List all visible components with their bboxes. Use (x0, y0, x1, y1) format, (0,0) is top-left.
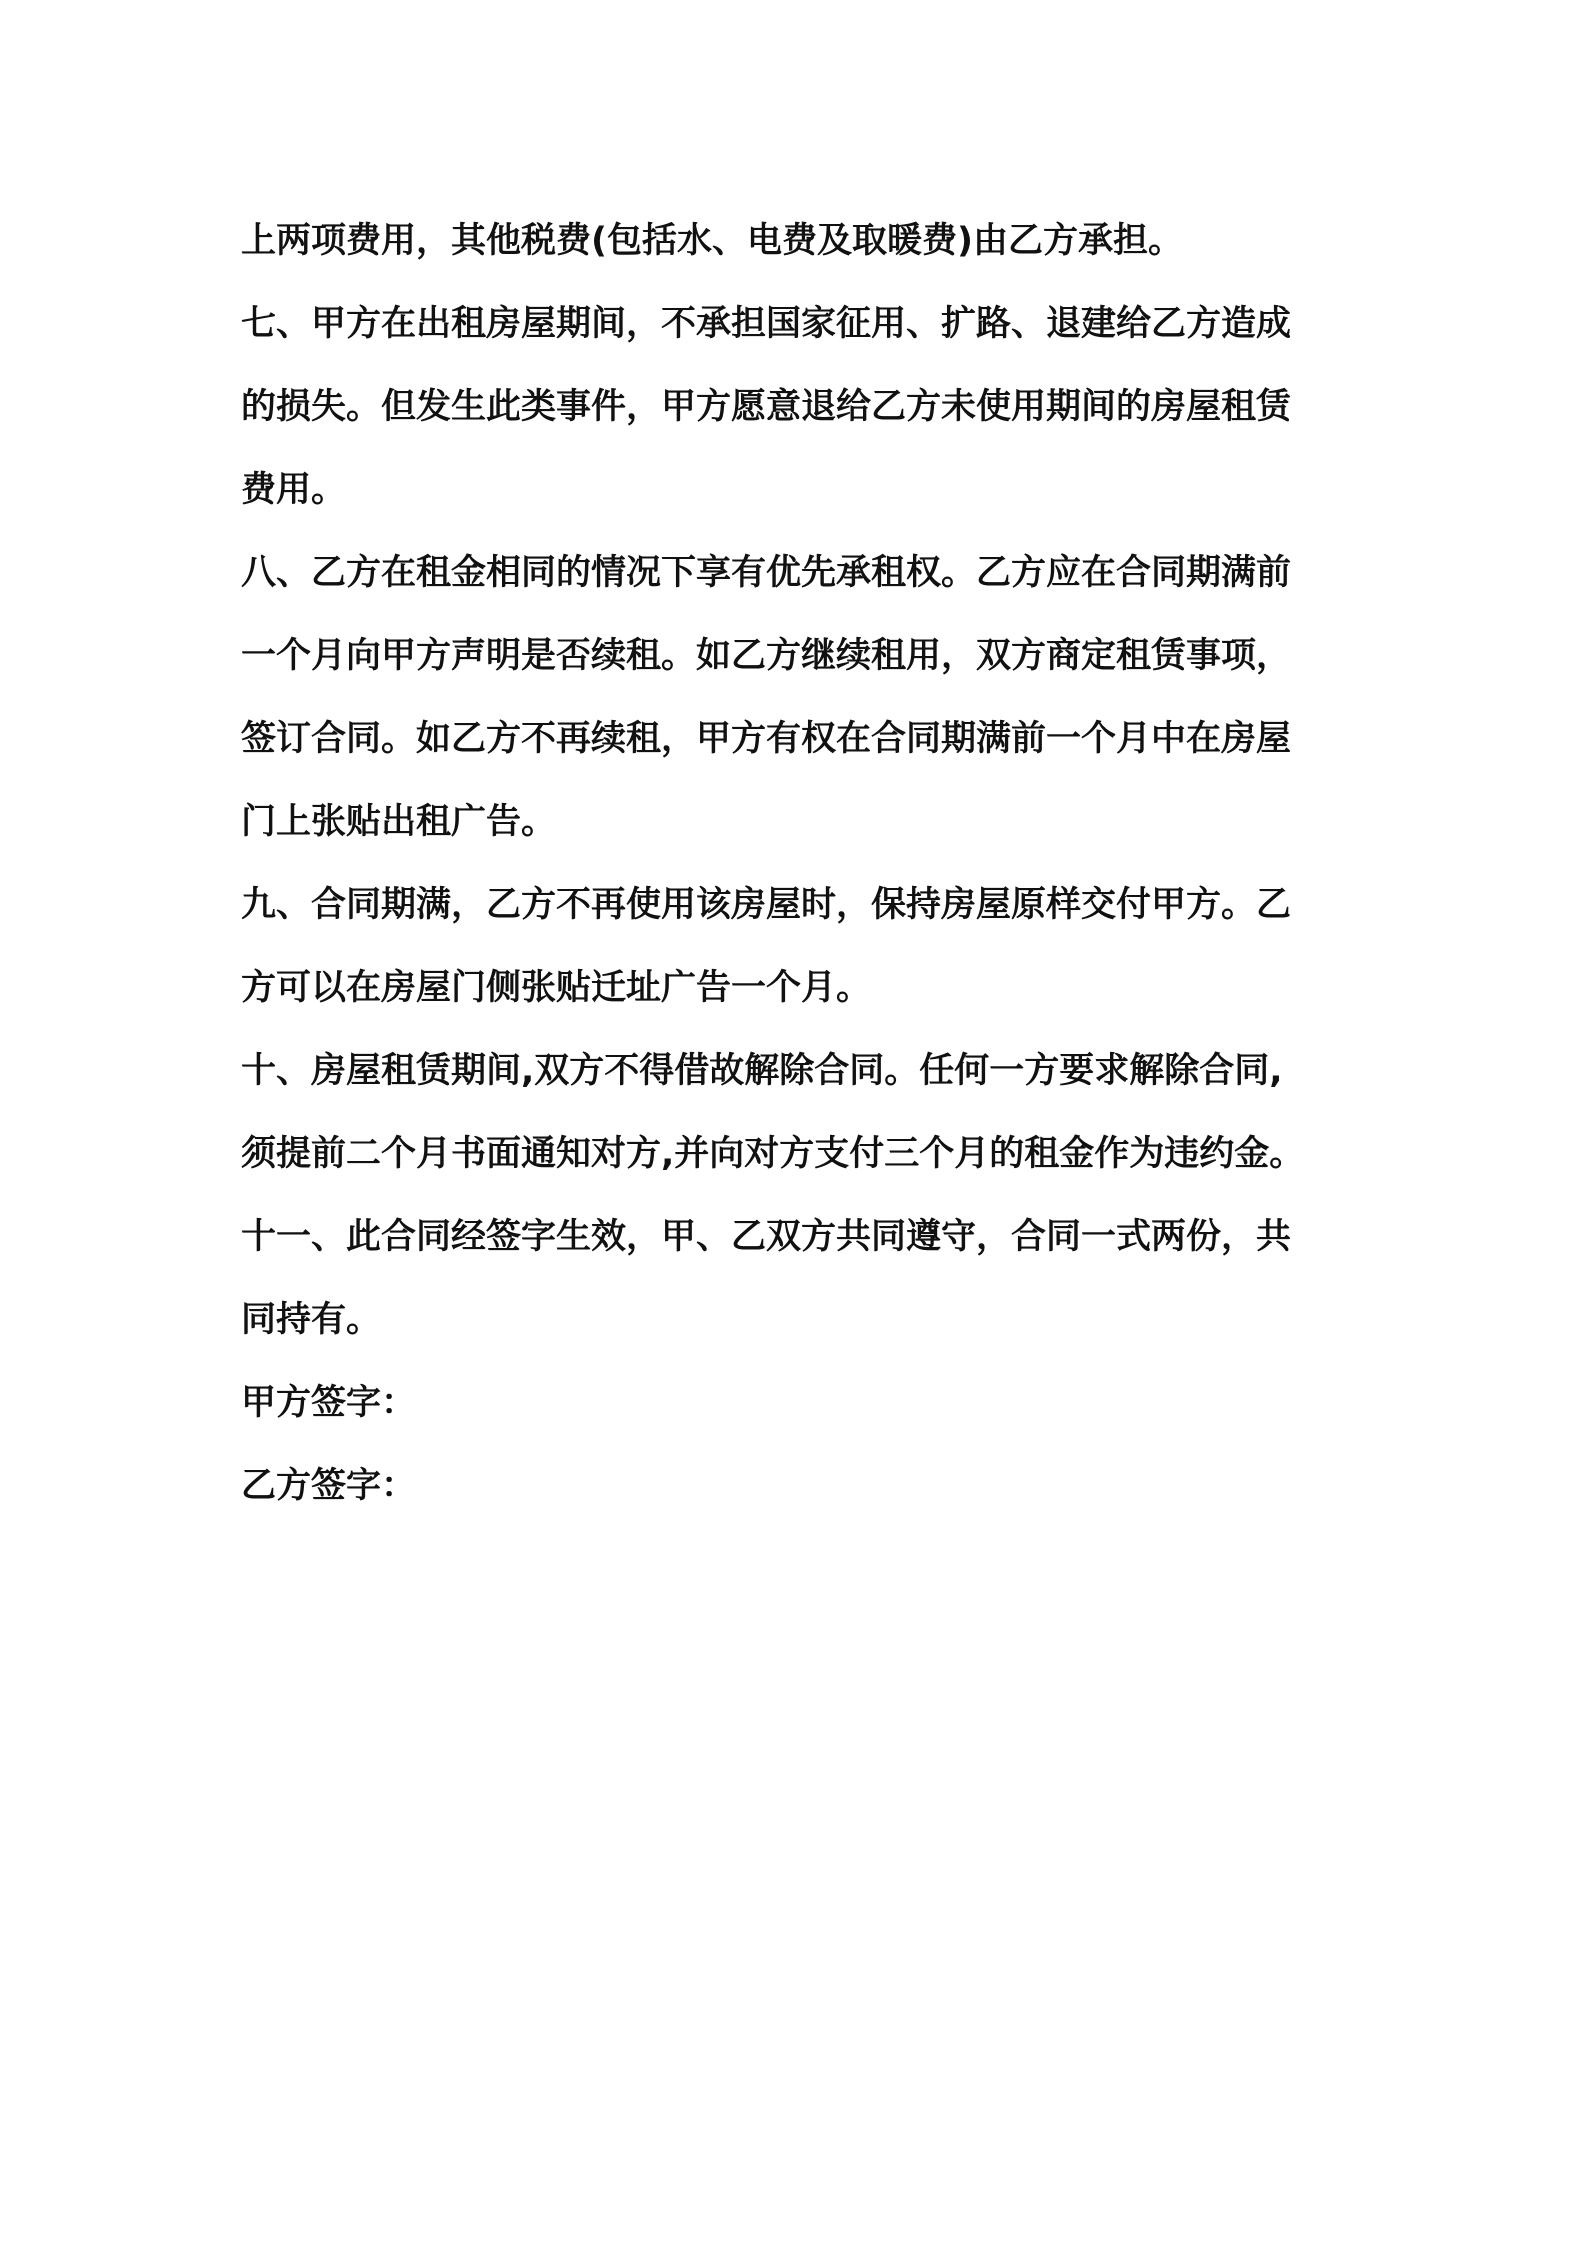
text-line: 九、合同期满，乙方不再使用该房屋时，保持房屋原样交付甲方。乙 (241, 885, 1292, 925)
clause-7 (241, 283, 1381, 532)
clause-6-end (241, 200, 1381, 283)
signature-party-b (241, 1445, 1381, 1528)
text-line: 方可以在房屋门侧张贴迁址广告一个月。 (241, 968, 872, 1008)
clause-9 (241, 864, 1381, 1030)
text-line: 的损失。但发生此类事件，甲方愿意退给乙方未使用期间的房屋租赁 (241, 387, 1292, 427)
text-line: 上两项费用，其他税费(包括水、电费及取暖费)由乙方承担。 (241, 221, 1183, 261)
text-line: 费用。 (241, 470, 347, 510)
text-line: 十、房屋租赁期间,双方不得借故解除合同。任何一方要求解除合同, (241, 1051, 1283, 1091)
text-line: 同持有。 (241, 1300, 382, 1340)
text-line: 一个月向甲方声明是否续租。如乙方继续租用，双方商定租赁事项， (241, 636, 1292, 676)
signature-party-a (241, 1362, 1381, 1445)
document-body (241, 200, 1381, 1528)
clause-10 (241, 1030, 1381, 1196)
signature-label: 甲方签字： (241, 1383, 417, 1423)
text-line: 七、甲方在出租房屋期间，不承担国家征用、扩路、退建给乙方造成 (241, 304, 1292, 344)
text-line: 门上张贴出租广告。 (241, 802, 557, 842)
signature-label: 乙方签字： (241, 1466, 417, 1506)
text-line: 八、乙方在租金相同的情况下享有优先承租权。乙方应在合同期满前 (241, 553, 1292, 593)
clause-8 (241, 532, 1381, 864)
text-line: 十一、此合同经签字生效，甲、乙双方共同遵守，合同一式两份，共 (241, 1217, 1292, 1257)
clause-11 (241, 1196, 1381, 1362)
text-line: 须提前二个月书面通知对方,并向对方支付三个月的租金作为违约金。 (241, 1134, 1305, 1174)
text-line: 签订合同。如乙方不再续租，甲方有权在合同期满前一个月中在房屋 (241, 719, 1292, 759)
